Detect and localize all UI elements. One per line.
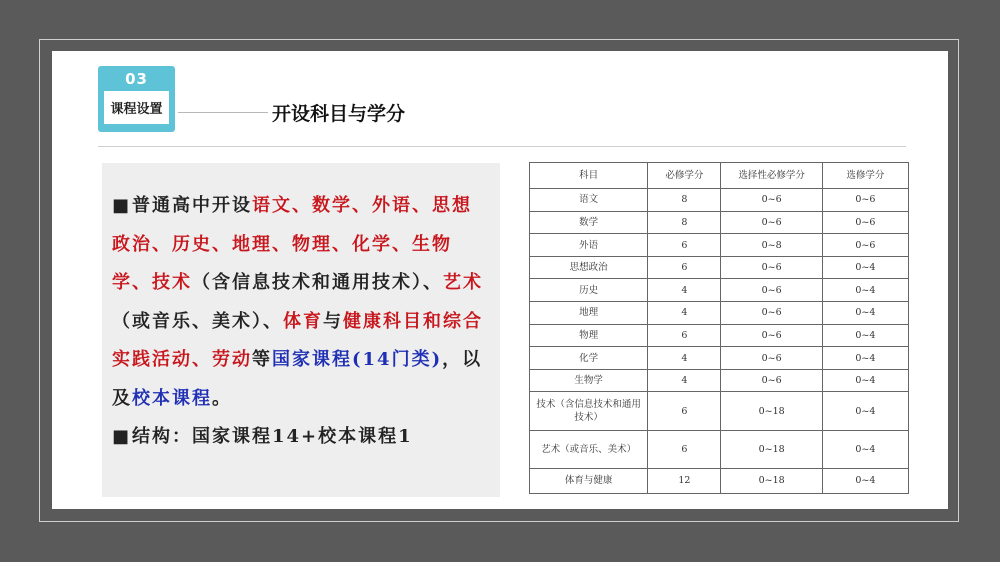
table-cell: 0~6 (822, 189, 908, 212)
table-cell: 0~6 (822, 234, 908, 257)
table-cell: 0~4 (822, 256, 908, 279)
table-cell: 历史 (530, 279, 648, 302)
header-elective-credits: 选修学分 (822, 163, 908, 189)
table-cell: 4 (648, 369, 721, 392)
description-segment: ，以及 (112, 349, 483, 409)
description-segment: 。 (212, 387, 232, 409)
table-cell: 体育与健康 (530, 468, 648, 493)
table-cell: 6 (648, 430, 721, 468)
description-segment: 体育 (283, 310, 323, 332)
section-badge (98, 66, 175, 132)
table-row (530, 302, 909, 325)
table-row (530, 279, 909, 302)
table-cell: 艺术（或音乐、美术） (530, 430, 648, 468)
table-row (530, 211, 909, 234)
table-cell: 6 (648, 256, 721, 279)
table-cell: 0~4 (822, 347, 908, 370)
table-row (530, 468, 909, 493)
table-cell: 物理 (530, 324, 648, 347)
table-cell: 12 (648, 468, 721, 493)
table-row (530, 347, 909, 370)
table-cell: 0~18 (721, 468, 822, 493)
table-cell: 0~6 (721, 256, 822, 279)
square-bullet-icon: ■ (112, 426, 132, 447)
table-cell: 0~8 (721, 234, 822, 257)
table-cell: 6 (648, 324, 721, 347)
table-cell: 0~6 (721, 302, 822, 325)
description-segment: （或音乐、美术）、 (112, 310, 283, 332)
table-header-row (530, 163, 909, 189)
table-row (530, 324, 909, 347)
description-segment: （含信息技术和通用技术）、 (192, 272, 443, 293)
description-segment: 校本课程 (132, 387, 212, 409)
table-cell: 0~6 (721, 324, 822, 347)
table-cell: 0~4 (822, 279, 908, 302)
table-cell: 0~6 (721, 211, 822, 234)
table-cell: 0~4 (822, 468, 908, 493)
table-cell: 化学 (530, 347, 648, 370)
table-row (530, 234, 909, 257)
table-row (530, 392, 909, 430)
table-cell: 0~6 (721, 369, 822, 392)
description-segment: 语文、数学、外语、思想政治、历史、地理、物理、化学、生物学、技术 (112, 195, 472, 293)
description-segment: 艺术 (443, 272, 483, 293)
header-selective-required-credits: 选择性必修学分 (721, 163, 822, 189)
table-cell: 0~6 (721, 279, 822, 302)
table-cell: 外语 (530, 234, 648, 257)
table-cell: 0~6 (822, 211, 908, 234)
table-row (530, 256, 909, 279)
table-cell: 思想政治 (530, 256, 648, 279)
table-cell: 0~4 (822, 324, 908, 347)
table-cell: 4 (648, 347, 721, 370)
structure-text: 结构：国家课程14+校本课程1 (132, 426, 413, 447)
table-cell: 数学 (530, 211, 648, 234)
description-segment: 健康科目和综合实践活动、劳动 (112, 310, 483, 370)
badge-number: 03 (125, 70, 148, 88)
table-cell: 0~4 (822, 302, 908, 325)
table-cell: 0~6 (721, 189, 822, 212)
table-cell: 语文 (530, 189, 648, 212)
description-segment: 国家课程(14门类) (272, 349, 443, 370)
structure-description (112, 418, 490, 457)
description-segment: 普通高中开设 (132, 195, 252, 216)
title-underline (178, 112, 268, 113)
table-cell: 4 (648, 302, 721, 325)
table-cell: 4 (648, 279, 721, 302)
table-cell: 地理 (530, 302, 648, 325)
table-cell: 8 (648, 211, 721, 234)
header-divider (98, 146, 906, 147)
table-row (530, 430, 909, 468)
table-cell: 6 (648, 392, 721, 430)
table-cell: 生物学 (530, 369, 648, 392)
table-cell: 8 (648, 189, 721, 212)
table-cell: 0~18 (721, 392, 822, 430)
badge-label: 课程设置 (104, 91, 169, 124)
slide (52, 51, 948, 509)
table-cell: 0~18 (721, 430, 822, 468)
header-required-credits: 必修学分 (648, 163, 721, 189)
table-cell: 技术（含信息技术和通用技术） (530, 392, 648, 430)
table-row (530, 369, 909, 392)
section-title: 开设科目与学分 (272, 103, 406, 125)
description-panel (102, 163, 500, 497)
table-cell: 0~4 (822, 430, 908, 468)
table-cell: 0~6 (721, 347, 822, 370)
description-segment: 等 (252, 349, 272, 370)
square-bullet-icon: ■ (112, 195, 132, 216)
header-subject: 科目 (530, 163, 648, 189)
credits-table (529, 162, 909, 494)
table-cell: 0~4 (822, 392, 908, 430)
table-row (530, 189, 909, 212)
description-segment: 与 (323, 310, 343, 332)
curriculum-description (112, 187, 490, 418)
table-cell: 0~4 (822, 369, 908, 392)
table-cell: 6 (648, 234, 721, 257)
